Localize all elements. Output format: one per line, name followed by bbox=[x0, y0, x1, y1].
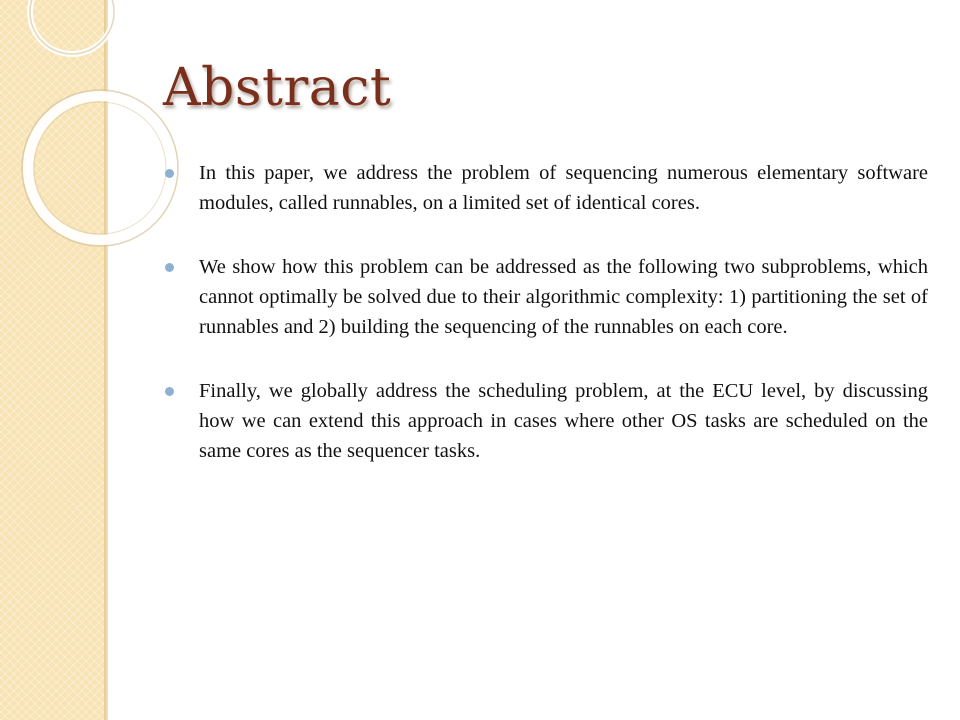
page-title: Abstract bbox=[163, 58, 392, 118]
list-item-text: We show how this problem can be addressed as the following two subproblems, which cannot optimally be solved due to their algorithmic complexity: 1) partitioning the set of runnables and 2) building the sequencing of the runnables on each core. bbox=[199, 256, 928, 338]
list-item bbox=[163, 252, 928, 342]
bullet-list bbox=[163, 158, 928, 500]
bullet-icon bbox=[165, 263, 174, 272]
list-item bbox=[163, 158, 928, 218]
list-item bbox=[163, 376, 928, 466]
list-item-text: Finally, we globally address the scheduling problem, at the ECU level, by discussing how we can extend this approach in cases where other OS tasks are scheduled on the same cores as the sequencer tasks. bbox=[199, 380, 928, 462]
bullet-icon bbox=[165, 169, 174, 178]
bullet-icon bbox=[165, 387, 174, 396]
list-item-text: In this paper, we address the problem of sequencing numerous elementary software modules, called runnables, on a limited set of identical cores. bbox=[199, 162, 928, 214]
